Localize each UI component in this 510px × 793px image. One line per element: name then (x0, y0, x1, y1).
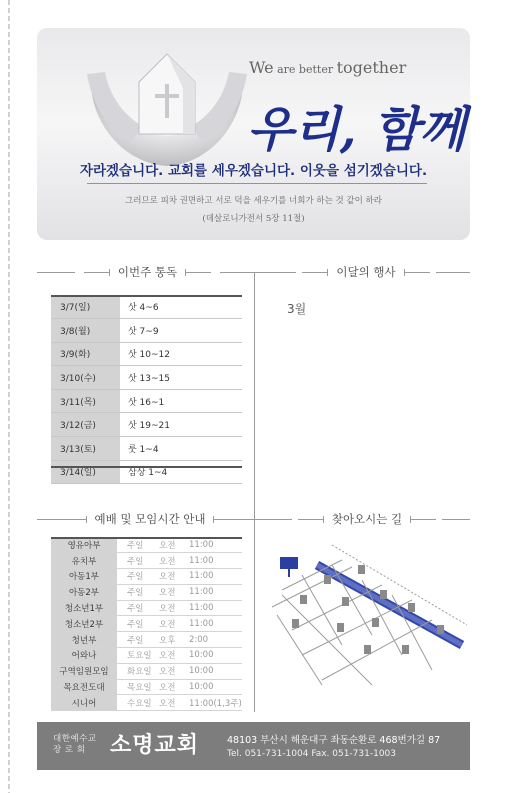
reading-table-top-rule (51, 295, 242, 297)
worship-ampm: 오전 (159, 695, 189, 711)
worship-time: 11:00 (189, 616, 242, 632)
worship-ampm: 오전 (159, 537, 189, 553)
footer-bar (37, 722, 470, 770)
worship-table (51, 537, 242, 711)
worship-row (51, 632, 242, 648)
denomination: 대한예수교 장 로 회 (53, 734, 97, 755)
worship-group: 청년부 (51, 632, 117, 648)
reading-row (51, 413, 242, 437)
worship-time: 10:00 (189, 679, 242, 695)
reading-passage: 룻 1~4 (120, 437, 242, 461)
reading-row (51, 342, 242, 366)
worship-row (51, 553, 242, 569)
reading-row (51, 366, 242, 390)
worship-row (51, 537, 242, 553)
worship-ampm: 오전 (159, 679, 189, 695)
reading-date: 3/12(금) (51, 413, 120, 437)
reading-row (51, 437, 242, 461)
worship-ampm: 오전 (159, 584, 189, 600)
worship-group: 청소년1부 (51, 600, 117, 616)
worship-time: 10:00 (189, 648, 242, 664)
church-name: 소명교회 (110, 733, 200, 758)
worship-row (51, 679, 242, 695)
worship-ampm: 오전 (159, 553, 189, 569)
divider-vertical (254, 272, 255, 712)
worship-time: 10:00 (189, 663, 242, 679)
worship-group: 목요전도대 (51, 679, 117, 695)
reading-passage: 삿 19~21 (120, 413, 242, 437)
reading-date: 3/11(목) (51, 389, 120, 413)
worship-ampm: 오전 (159, 663, 189, 679)
reading-row (51, 319, 242, 343)
worship-time: 2:00 (189, 632, 242, 648)
worship-day: 주일 (117, 537, 159, 553)
worship-time: 11:00(1,3주) (189, 695, 242, 711)
reading-date: 3/10(수) (51, 366, 120, 390)
svg-text:우리, 함께: 우리, 함께 (247, 102, 466, 158)
worship-row (51, 695, 242, 711)
worship-group: 구역임원모임 (51, 663, 117, 679)
motto-underline (87, 183, 427, 184)
worship-day: 주일 (117, 584, 159, 600)
worship-day: 주일 (117, 553, 159, 569)
worship-ampm: 오전 (159, 600, 189, 616)
worship-ampm: 오후 (159, 632, 189, 648)
worship-row (51, 616, 242, 632)
church-phone-fax: Tel. 051-731-1004 Fax. 051-731-1003 (227, 749, 397, 759)
reading-heading: 이번주 통독 (75, 262, 220, 282)
worship-ampm: 오전 (159, 616, 189, 632)
worship-day: 주일 (117, 632, 159, 648)
worship-row (51, 663, 242, 679)
reading-passage: 삿 10~12 (120, 342, 242, 366)
bible-verse-reference: (데살로니가전서 5장 11절) (202, 214, 305, 224)
worship-heading: 예배 및 모임시간 안내 (62, 509, 238, 529)
location-map (262, 535, 472, 701)
reading-date: 3/14(일) (51, 460, 120, 484)
worship-day: 주일 (117, 569, 159, 585)
events-heading: 이달의 행사 (296, 262, 436, 282)
worship-day: 주일 (117, 600, 159, 616)
worship-time: 11:00 (189, 569, 242, 585)
reading-date: 3/9(화) (51, 342, 120, 366)
worship-group: 아동2부 (51, 584, 117, 600)
motto-text: 자라겠습니다. 교회를 세우겠습니다. 이웃을 섬기겠습니다. (79, 163, 428, 179)
worship-day: 수요일 (117, 695, 159, 711)
reading-row (51, 389, 242, 413)
worship-row (51, 584, 242, 600)
worship-day: 화요일 (117, 663, 159, 679)
reading-passage: 삼상 1~4 (120, 460, 242, 484)
reading-passage: 삿 13~15 (120, 366, 242, 390)
worship-group: 아동1부 (51, 569, 117, 585)
worship-row (51, 569, 242, 585)
worship-time: 11:00 (189, 584, 242, 600)
worship-day: 목요일 (117, 679, 159, 695)
worship-day: 토요일 (117, 648, 159, 664)
worship-ampm: 오전 (159, 648, 189, 664)
worship-day: 주일 (117, 616, 159, 632)
worship-group: 어와나 (51, 648, 117, 664)
reading-row (51, 460, 242, 484)
worship-group: 유치부 (51, 553, 117, 569)
reading-date: 3/8(월) (51, 319, 120, 343)
reading-date: 3/7(일) (51, 295, 120, 319)
left-dotted-border (8, 0, 10, 793)
church-address: 48103 부산시 해운대구 좌동순환로 468번가길 87 (227, 735, 441, 746)
reading-date: 3/13(토) (51, 437, 120, 461)
worship-time: 11:00 (189, 553, 242, 569)
calligraphy-title (237, 86, 466, 166)
worship-time: 11:00 (189, 600, 242, 616)
reading-passage: 삿 4~6 (120, 295, 242, 319)
bible-verse: 그러므로 피차 권면하고 서로 덕을 세우기를 너희가 하는 것 같이 하라 (125, 196, 382, 206)
reading-passage: 삿 16~1 (120, 389, 242, 413)
reading-row (51, 295, 242, 319)
worship-time: 11:00 (189, 537, 242, 553)
worship-group: 시니어 (51, 695, 117, 711)
reading-table (51, 295, 242, 484)
worship-table-top-rule (51, 537, 242, 539)
tagline: We are better together (249, 58, 407, 77)
reading-table-bottom-rule (51, 466, 242, 468)
events-month: 3월 (287, 302, 307, 316)
header-banner (37, 28, 470, 240)
worship-group: 영유아부 (51, 537, 117, 553)
reading-passage: 삿 7~9 (120, 319, 242, 343)
hands-house-icon (87, 34, 247, 176)
worship-group: 청소년2부 (51, 616, 117, 632)
worship-row (51, 648, 242, 664)
worship-ampm: 오전 (159, 569, 189, 585)
worship-row (51, 600, 242, 616)
directions-heading: 찾아오시는 길 (292, 509, 442, 529)
